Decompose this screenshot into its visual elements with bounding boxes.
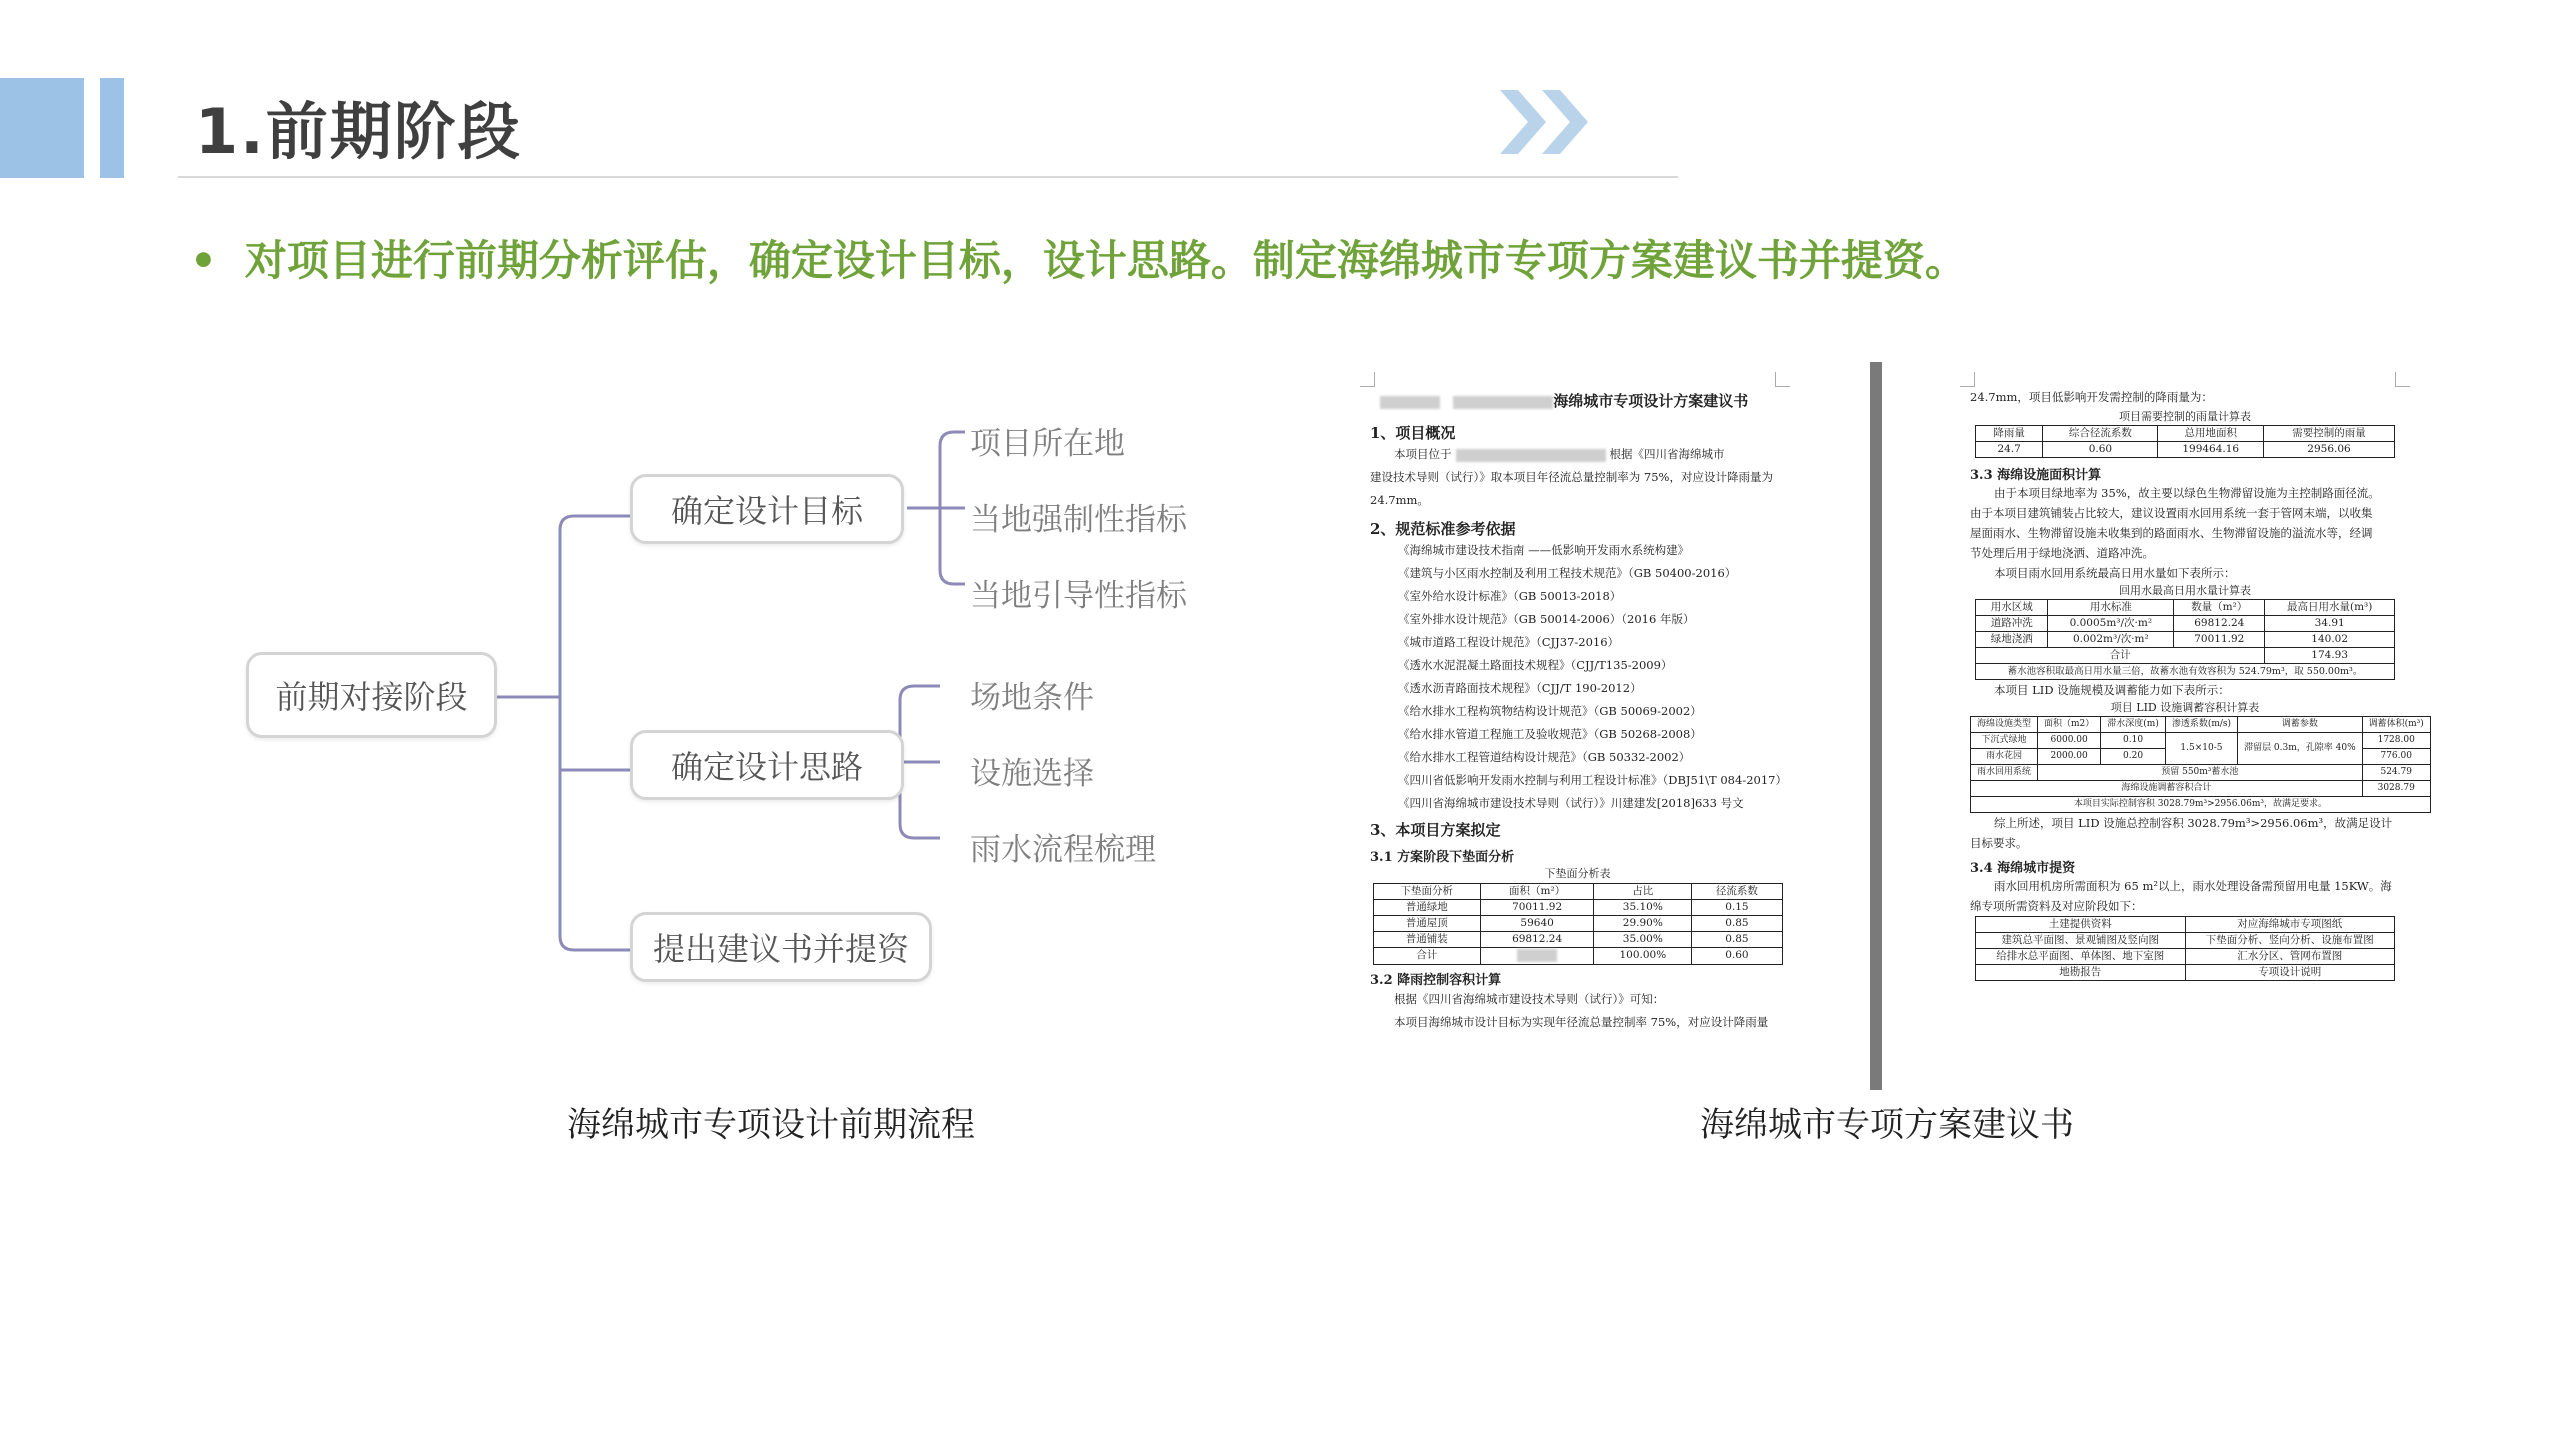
page-divider — [1870, 362, 1882, 1090]
table-caption: 下垫面分析表 — [1544, 867, 1611, 880]
subsection-heading: 3.1 方案阶段下垫面分析 — [1370, 850, 1515, 865]
doc-paragraph: 目标要求。 — [1970, 836, 2028, 850]
doc-paragraph: 24.7mm。 — [1370, 493, 1429, 507]
doc-paragraph: 本项目位于 根据《四川省海绵城市 — [1394, 447, 1725, 461]
reference-item: 《建筑与小区雨水控制及利用工程技术规范》（GB 50400-2016） — [1398, 566, 1737, 580]
reference-item: 《城市道路工程设计规范》（CJJ37-2016） — [1398, 635, 1620, 649]
leaf-guiding-indicators: 当地引导性指标 — [970, 578, 1187, 614]
branch-design-goal: 确定设计目标 — [630, 474, 904, 544]
doc-paragraph: 由于本项目建筑铺装占比较大，建议设置雨水回用系统一套于管网末端，以收集 — [1970, 506, 2373, 520]
reference-item: 《室外排水设计规范》（GB 50014-2006）（2016 年版） — [1398, 612, 1695, 626]
doc-paragraph: 屋面雨水、生物滞留设施未收集到的路面雨水、生物滞留设施的溢流水等，经调 — [1970, 526, 2373, 540]
double-chevron-icon — [1500, 86, 1600, 158]
page-corner-mark — [2395, 372, 2410, 387]
doc-paragraph: 根据《四川省海绵城市建设技术导则（试行）》可知： — [1394, 991, 1665, 1006]
leaf-rainwater-flow: 雨水流程梳理 — [970, 832, 1156, 868]
bullet-point — [190, 228, 1967, 288]
doc-paragraph: 节处理后用于绿地浇洒、道路冲洗。 — [1970, 546, 2154, 560]
bullet-marker: • — [190, 236, 217, 285]
doc-title: 海绵城市专项设计方案建议书 — [1553, 392, 1749, 410]
section-heading: 2、规范标准参考依据 — [1370, 520, 1516, 538]
leaf-project-location: 项目所在地 — [970, 426, 1125, 462]
header-accent-bar — [100, 78, 124, 178]
proposal-page-1 — [1360, 372, 1790, 1082]
redacted-text — [1517, 949, 1557, 962]
doc-title-line — [1380, 390, 1748, 411]
page-corner-mark — [1960, 372, 1975, 387]
lid-facility-table: 海绵设施类型 面积（m2） 滞水深度(m) 渗透系数(m/s) 调蓄参数 调蓄体积(m³) 下沉式绿地 6000.00 0.10 1.5×10-5 滞留层 0.3m，孔隙率 40% 1728.00 雨水花园 2000.00 0.20 776.00 雨水回用系统 预留 550m³蓄水池 524.79 海绵设施调蓄容积合计 3028.79 本项目实际控制容积 3028.79m³>2956.06m³，故满足要求。 — [1970, 716, 2431, 813]
page-title: 1.前期阶段 — [195, 95, 522, 168]
doc-paragraph: 本项目海绵城市设计目标为实现年径流总量控制率 75%，对应设计降雨量 — [1394, 1014, 1769, 1029]
water-use-table: 用水区域 用水标准 数量（m²） 最高日用水量(m³) 道路冲洗 0.0005m³/次·m² 69812.24 34.91 绿地浇洒 0.002m³/次·m² 70011.92 140.02 合计 174.93 蓄水池容积取最高日用水量三倍，故蓄水池有效容积为 524.79m³，取 550.00m³。 — [1975, 599, 2395, 680]
doc-paragraph: 本项目 LID 设施规模及调蓄能力如下表所示： — [1994, 683, 2230, 697]
reference-item: 《给水排水管道工程施工及验收规范》（GB 50268-2008） — [1398, 727, 1702, 741]
section-heading: 1、项目概况 — [1370, 424, 1456, 442]
table-caption: 项目需要控制的雨量计算表 — [2119, 410, 2251, 423]
reference-item: 《透水水泥混凝土路面技术规程》（CJJ/T135-2009） — [1398, 658, 1673, 672]
doc-paragraph: 由于本项目绿地率为 35%，故主要以绿色生物滞留设施为主控制路面径流。 — [1994, 486, 2380, 500]
page-corner-mark — [1775, 372, 1790, 387]
redacted-text — [1456, 449, 1606, 462]
doc-paragraph: 绵专项所需资料及对应阶段如下： — [1970, 899, 2143, 913]
doc-paragraph: 综上所述，项目 LID 设施总控制容积 3028.79m³>2956.06m³，故满足设计 — [1994, 816, 2393, 830]
table-caption: 项目 LID 设施调蓄容积计算表 — [2110, 701, 2260, 714]
subsection-heading: 3.2 降雨控制容积计算 — [1370, 972, 1502, 988]
doc-paragraph: 本项目雨水回用系统最高日用水量如下表所示： — [1994, 566, 2236, 580]
page-corner-mark — [1360, 372, 1375, 387]
reference-item: 《海绵城市建设技术指南 ——低影响开发雨水系统构建》 — [1398, 543, 1690, 557]
table-caption: 回用水最高日用水量计算表 — [2119, 584, 2251, 597]
mind-map — [240, 400, 1240, 1040]
reference-item: 《透水沥青路面技术规程》（CJJ/T 190-2012） — [1398, 681, 1642, 695]
leaf-mandatory-indicators: 当地强制性指标 — [970, 502, 1187, 538]
redacted-text — [1453, 396, 1553, 409]
redacted-text — [1380, 396, 1440, 409]
bullet-text: 对项目进行前期分析评估，确定设计目标，设计思路。制定海绵城市专项方案建议书并提资。 — [244, 236, 1967, 285]
reference-item: 《室外给水设计标准》（GB 50013-2018） — [1398, 589, 1622, 603]
reference-item: 《给水排水工程管道结构设计规范》（GB 50332-2002） — [1398, 750, 1691, 764]
branch-design-approach: 确定设计思路 — [630, 730, 904, 800]
reference-item: 《四川省海绵城市建设技术导则（试行）》川建建发[2018]633 号文 — [1398, 796, 1744, 810]
rainfall-control-table: 降雨量 综合径流系数 总用地面积 需要控制的雨量 24.7 0.60 199464.16 2956.06 — [1975, 425, 2395, 458]
subsection-heading: 3.4 海绵城市提资 — [1970, 861, 2076, 876]
proposal-page-2 — [1960, 372, 2424, 1094]
subsection-heading: 3.3 海绵设施面积计算 — [1970, 468, 2102, 483]
reference-item: 《四川省低影响开发雨水控制与利用工程设计标准》（DBJ51\T 084-2017） — [1398, 773, 1787, 787]
leaf-facility-selection: 设施选择 — [970, 756, 1094, 792]
section-heading: 3、本项目方案拟定 — [1370, 821, 1501, 839]
branch-proposal: 提出建议书并提资 — [630, 912, 932, 982]
leaf-site-conditions: 场地条件 — [970, 680, 1094, 716]
proposal-caption: 海绵城市专项方案建议书 — [1700, 1105, 2074, 1145]
reference-item: 《给水排水工程构筑物结构设计规范》（GB 50069-2002） — [1398, 704, 1702, 718]
doc-paragraph: 建设技术导则（试行）》取本项目年径流总量控制率为 75%，对应设计降雨量为 — [1370, 470, 1773, 484]
surface-analysis-table: 下垫面分析 面积（m²） 占比 径流系数 普通绿地 70011.92 35.10% 0.15 普通屋顶 59640 29.90% 0.85 普通铺装 69812.24 35.00% 0.85 合计 100.00% 0.60 — [1373, 883, 1783, 965]
header-accent-block — [0, 78, 84, 178]
data-request-table: 土建提供资料 对应海绵城市专项图纸 建筑总平面图、景观铺图及竖向图 下垫面分析、竖向分析、设施布置图 给排水总平面图、单体图、地下室图 汇水分区、管网布置图 地勘报告 专项设计说明 — [1975, 916, 2395, 981]
mind-map-root: 前期对接阶段 — [246, 652, 497, 738]
doc-paragraph: 24.7mm，项目低影响开发需控制的降雨量为： — [1970, 390, 2213, 404]
mind-map-caption: 海绵城市专项设计前期流程 — [567, 1105, 975, 1145]
doc-paragraph: 雨水回用机房所需面积为 65 m²以上，雨水处理设备需预留用电量 15KW。海 — [1994, 879, 2392, 893]
title-underline — [178, 176, 1678, 178]
